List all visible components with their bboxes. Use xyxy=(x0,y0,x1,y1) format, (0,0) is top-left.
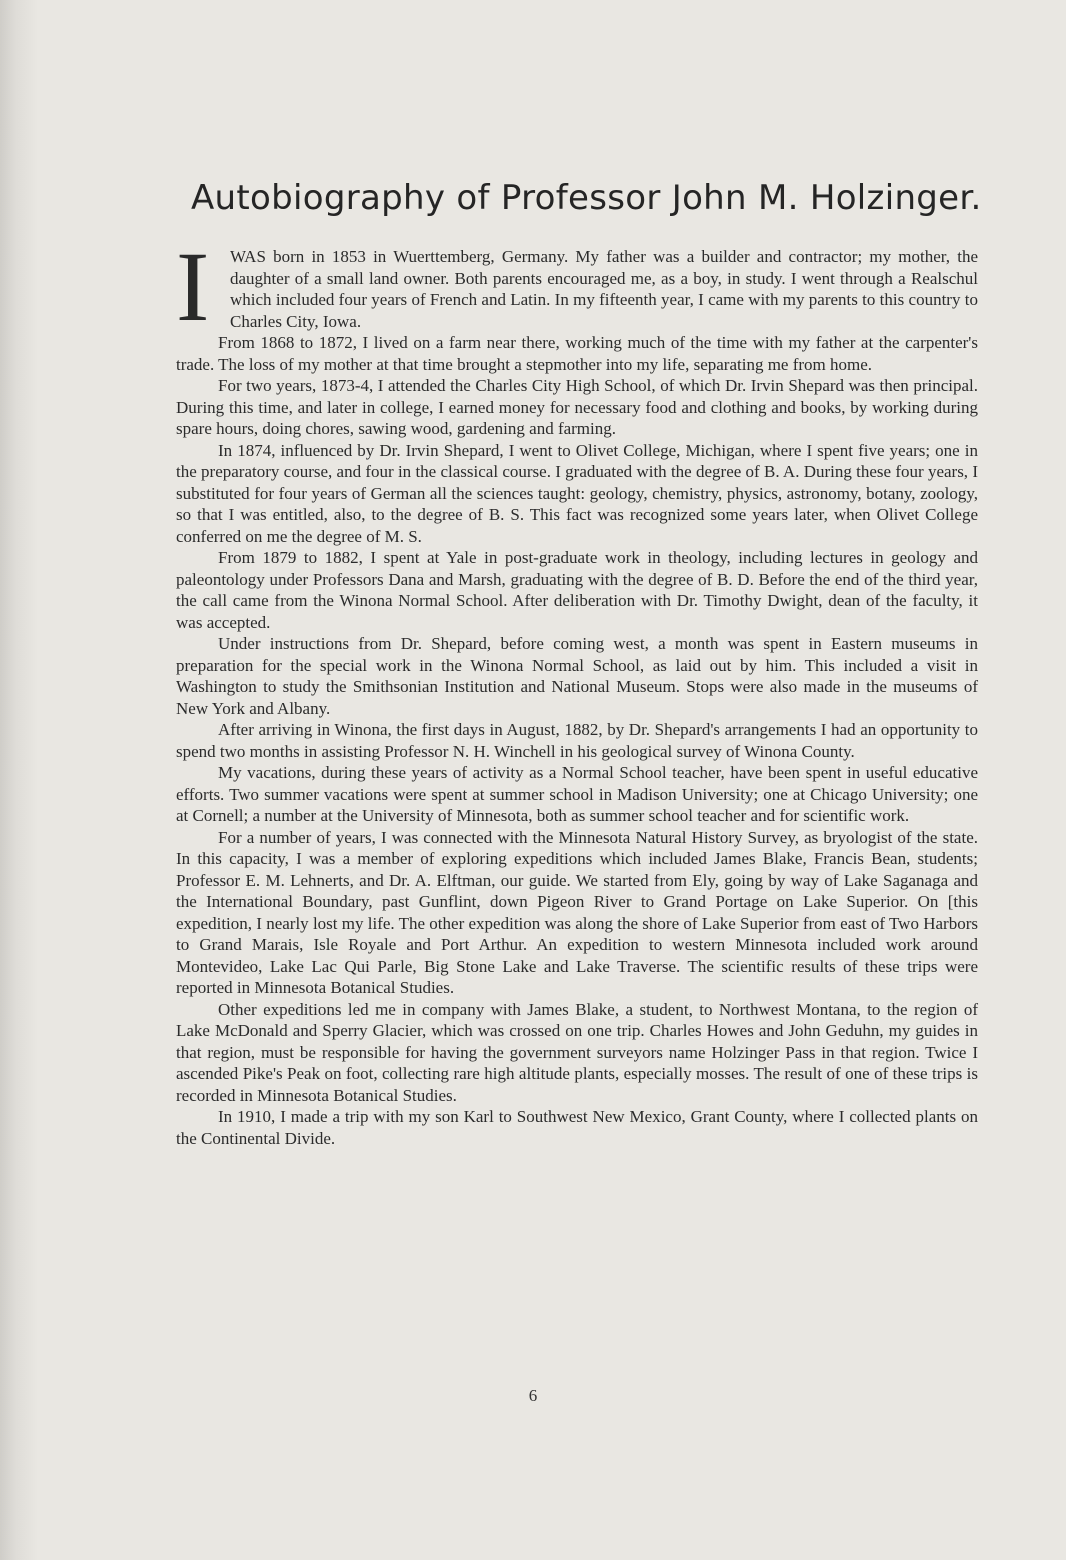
page-number: 6 xyxy=(528,1386,538,1405)
paragraph: After arriving in Winona, the first days in August, 1882, by Dr. Shepard's arrangements I had an opportunity to spend two months in assisting Professor N. H. Winchell in his geological survey of Winona County. xyxy=(176,720,978,761)
paragraph: From 1868 to 1872, I lived on a farm near there, working much of the time with my father at the carpenter's trade. The loss of my mother at that time brought a stepmother into my life, separating me from home. xyxy=(176,333,978,374)
paragraph: My vacations, during these years of activity as a Normal School teacher, have been spent in useful educative efforts. Two summer vacations were spent at summer school in Madison University; one at Chicago University; one at Cornell; a number at the University of Minnesota, both as summer school teacher and for scientific work. xyxy=(176,763,978,825)
paragraph: In 1874, influenced by Dr. Irvin Shepard, I went to Olivet College, Michigan, where I spent five years; one in the preparatory course, and four in the classical course. I graduated with the degree of B. A. During these four years, I substituted for four years of German all the sciences taught: geology, chemistry, physics, astronomy, botany, zoology, so that I was entitled, also, to the degree of B. S. This fact was recognized some years later, when Olivet College conferred on me the degree of M. S. xyxy=(176,440,978,546)
paragraph: In 1910, I made a trip with my son Karl to Southwest New Mexico, Grant County, where I collected plants on the Continental Divide. xyxy=(176,1107,978,1148)
paragraph: From 1879 to 1882, I spent at Yale in post-graduate work in theology, including lectures in geology and paleontology under Professors Dana and Marsh, graduating with the degree of B. D. Before the end of the third year, the call came from the Winona Normal School. After deliberation with Dr. Timothy Dwight, dean of the faculty, it was accepted. xyxy=(176,548,978,632)
opening-paragraph-text: WAS born in 1853 in Wuerttemberg, Germany. My father was a builder and contractor; my mother, the daughter of a small land owner. Both parents encouraged me, as a boy, in study. I went through a Realschul which included four years of French and Latin. In my fifteenth year, I came with my parents to this country to Charles City, Iowa. xyxy=(230,247,978,331)
paragraph: For a number of years, I was connected with the Minnesota Natural History Survey, as bryologist of the state. In this capacity, I was a member of exploring expeditions which included James Blake, Francis Bean, students; Professor E. M. Lehnerts, and Dr. A. Elftman, our guide. We started from Ely, going by way of Lake Saganaga and the International Boundary, past Gunflint, down Pigeon River to Grand Portage on Lake Superior. On [this expedition, I nearly lost my life. The other expedition was along the shore of Lake Superior from east of Two Harbors to Grand Marais, Isle Royale and Port Arthur. An expedition to western Minnesota included work around Montevideo, Lake Lac Qui Parle, Big Stone Lake and Lake Traverse. The scientific results of these trips were reported in Minnesota Botanical Studies. xyxy=(176,827,978,997)
article-body xyxy=(176,231,978,1149)
page-title: Autobiography of Professor John M. Holzinger. xyxy=(191,178,982,218)
page-edge-shadow xyxy=(0,0,38,1560)
paragraph: Under instructions from Dr. Shepard, before coming west, a month was spent in Eastern museums in preparation for the special work in the Winona Normal School, as laid out by him. This included a visit in Washington to study the Smithsonian Institution and National Museum. Stops were also made in the museums of New York and Albany. xyxy=(176,634,978,718)
paragraph: Other expeditions led me in company with James Blake, a student, to Northwest Montana, to the region of Lake McDonald and Sperry Glacier, which was crossed on one trip. Charles Howes and John Geduhn, my guides in that region, must be responsible for having the government surveyors name Holzinger Pass in that region. Twice I ascended Pike's Peak on foot, collecting rare high altitude plants, especially mosses. The result of one of these trips is recorded in Minnesota Botanical Studies. xyxy=(176,999,978,1105)
drop-cap: I xyxy=(176,231,210,342)
opening-paragraph xyxy=(176,231,978,342)
paragraph: For two years, 1873-4, I attended the Charles City High School, of which Dr. Irvin Shepard was then principal. During this time, and later in college, I earned money for necessary food and clothing and books, by working during spare hours, doing chores, sawing wood, gardening and farming. xyxy=(176,376,978,438)
